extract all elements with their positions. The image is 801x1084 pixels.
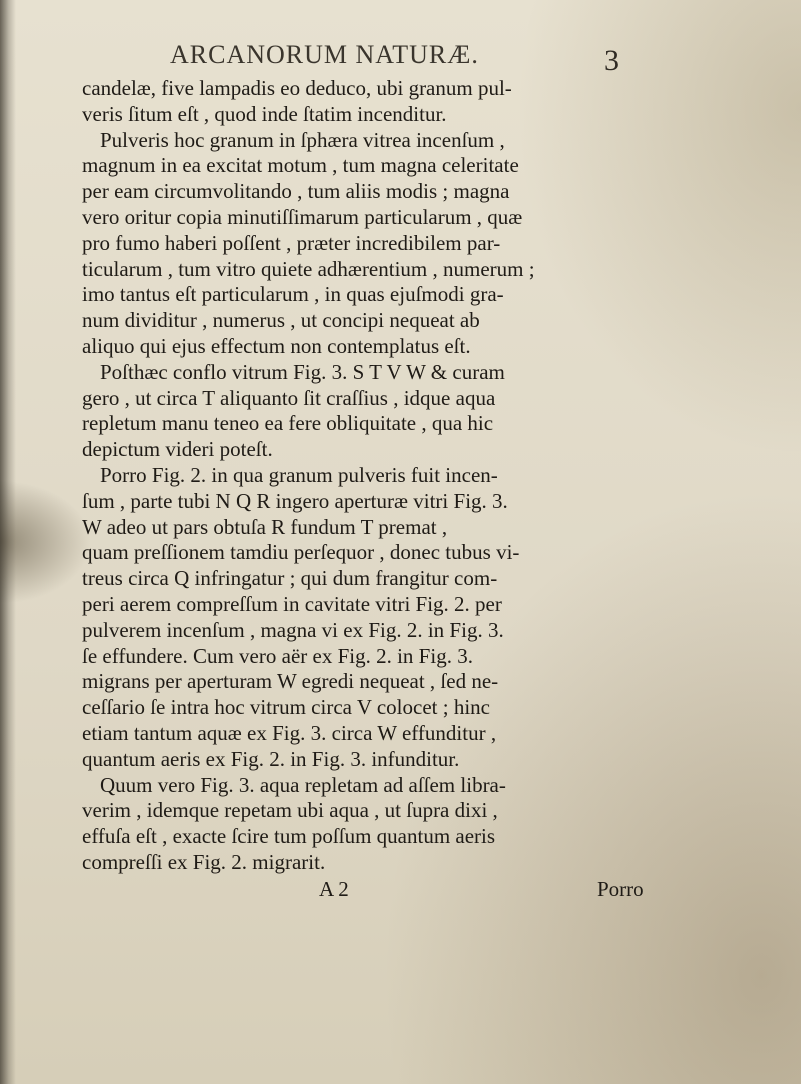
text-line: etiam tantum aquæ ex Fig. 3. circa W effunditur , [82, 720, 497, 745]
text-line: veris ſitum eſt , quod inde ſtatim incenditur. [82, 101, 447, 126]
running-head: ARCANORUM NATURÆ. [170, 40, 479, 69]
text-line: ſum , parte tubi N Q R ingero aperturæ vitri Fig. 3. [82, 488, 508, 513]
text-line: Pulveris hoc granum in ſphæra vitrea incenſum , [100, 127, 505, 152]
text-line: pro fumo haberi poſſent , præter incredibilem par- [82, 230, 501, 255]
text-line: ceſſario ſe intra hoc vitrum circa V colocet ; hinc [82, 695, 490, 720]
text-line: quam preſſionem tamdiu perſequor , donec tubus vi- [82, 540, 520, 565]
signature-mark: A 2 [319, 876, 349, 901]
page-number: 3 [604, 44, 619, 77]
text-line: effuſa eſt , exacte ſcire tum poſſum quantum aeris [82, 824, 496, 849]
text-line: repletum manu teneo ea fere obliquitate , qua hic [82, 411, 494, 436]
text-line: num dividitur , numerus , ut concipi nequeat ab [82, 308, 480, 333]
gutter-shadow [0, 0, 16, 1084]
text-line: candelæ, five lampadis eo deduco, ubi granum pul- [82, 76, 512, 100]
text-line: imo tantus eſt particularum , in quas ejuſmodi gra- [82, 282, 504, 307]
page-footer [82, 876, 760, 902]
text-line: depictum videri poteſt. [82, 437, 273, 462]
text-line: aliquo qui ejus effectum non contemplatus eſt. [82, 333, 471, 358]
catchword: Porro [597, 876, 644, 901]
text-line: magnum in ea excitat motum , tum magna celeritate [82, 153, 519, 178]
text-line: vero oritur copia minutiſſimarum particularum , quæ [82, 204, 523, 229]
text-line: peri aerem compreſſum in cavitate vitri Fig. 2. per [82, 591, 502, 616]
text-line: treus circa Q infringatur ; qui dum frangitur com- [82, 566, 498, 591]
text-line: quantum aeris ex Fig. 2. in Fig. 3. infunditur. [82, 746, 460, 771]
text-line: compreſſi ex Fig. 2. migrarit. [82, 849, 326, 874]
text-line: Quum vero Fig. 3. aqua repletam ad aſſem libra- [100, 772, 506, 797]
text-line: per eam circumvolitando , tum aliis modis ; magna [82, 179, 510, 204]
body-text [82, 76, 760, 902]
text-line: pulverem incenſum , magna vi ex Fig. 2. in Fig. 3. [82, 617, 504, 642]
text-line: ſe effundere. Cum vero aër ex Fig. 2. in Fig. 3. [82, 643, 473, 668]
text-line: gero , ut circa T aliquanto ſit craſſius , idque aqua [82, 385, 496, 410]
text-line: verim , idemque repetam ubi aqua , ut ſupra dixi , [82, 798, 498, 823]
text-line: Poſthæc conflo vitrum Fig. 3. S T V W & curam [100, 359, 505, 384]
text-line: Porro Fig. 2. in qua granum pulveris fuit incen- [100, 462, 498, 487]
text-line: W adeo ut pars obtuſa R fundum T premat , [82, 514, 448, 539]
text-line: migrans per aperturam W egredi nequeat , ſed ne- [82, 669, 499, 694]
text-line: ticularum , tum vitro quiete adhærentium , numerum ; [82, 256, 535, 281]
